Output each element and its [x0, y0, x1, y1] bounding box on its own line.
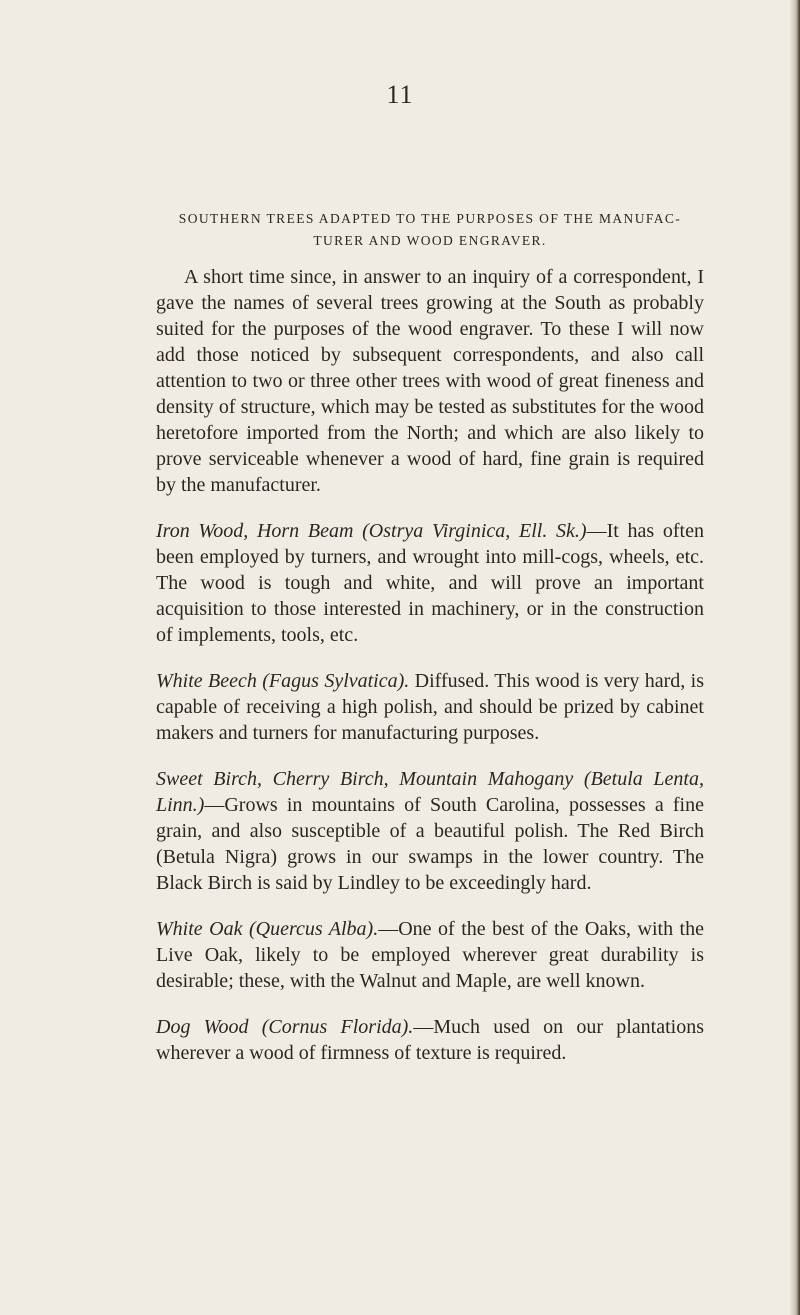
entry-title: Sweet Birch, Cherry Birch, Mountain Mahogany (Betula Lenta, Linn.) — [156, 768, 704, 816]
entry-text: —Grows in mountains of South Carolina, possesses a fine grain, and also susceptible of a beautiful polish. The Red Birch (Betula Nigra) grows in our swamps in the lower country. The Black Birch is said by Lindley to be exceedingly hard. — [156, 794, 704, 894]
entry-iron-wood — [156, 518, 704, 648]
entry-title: Dog Wood (Cornus Florida). — [156, 1016, 414, 1038]
entry-text: Diffused. This wood is very hard, is capable of receiving a high polish, and should be prized by cabinet makers and turners for manufacturing purposes. — [156, 670, 704, 744]
page-edge — [790, 0, 800, 1315]
entry-sweet-birch — [156, 766, 704, 896]
article-heading: SOUTHERN TREES ADAPTED TO THE PURPOSES OF THE MANUFAC- TURER AND WOOD ENGRAVER. — [178, 211, 682, 248]
entry-title: White Beech (Fagus Sylvatica). — [156, 670, 410, 692]
page-number: 11 — [386, 80, 414, 109]
entry-text: —One of the best of the Oaks, with the Live Oak, likely to be employed wherever great durability is desirable; these, with the Walnut and Maple, are well known. — [156, 918, 704, 992]
entry-title: Iron Wood, Horn Beam (Ostrya Virginica, Ell. Sk.) — [156, 520, 587, 542]
entry-text: —Much used on our plantations wherever a wood of firmness of texture is required. — [156, 1016, 704, 1064]
entry-title: White Oak (Quercus Alba). — [156, 918, 379, 940]
article-body — [156, 208, 704, 1086]
entry-white-beech — [156, 668, 704, 746]
entry-text: —It has often been employed by turners, and wrought into mill-cogs, wheels, etc. The wood is tough and white, and will prove an important acquisition to those interested in machinery, or in the construction of implements, tools, etc. — [156, 520, 704, 646]
entry-dog-wood — [156, 1014, 704, 1066]
entry-white-oak — [156, 916, 704, 994]
intro-paragraph: A short time since, in answer to an inquiry of a correspondent, I gave the names of several trees growing at the South as probably suited for the purposes of the wood engraver. To these I will now add those noticed by subsequent correspondents, and also call attention to two or three other trees with wood of great fineness and density of structure, which may be tested as substitutes for the wood heretofore imported from the North; and which are also likely to prove serviceable whenever a wood of hard, fine grain is required by the manufacturer. — [156, 266, 704, 496]
